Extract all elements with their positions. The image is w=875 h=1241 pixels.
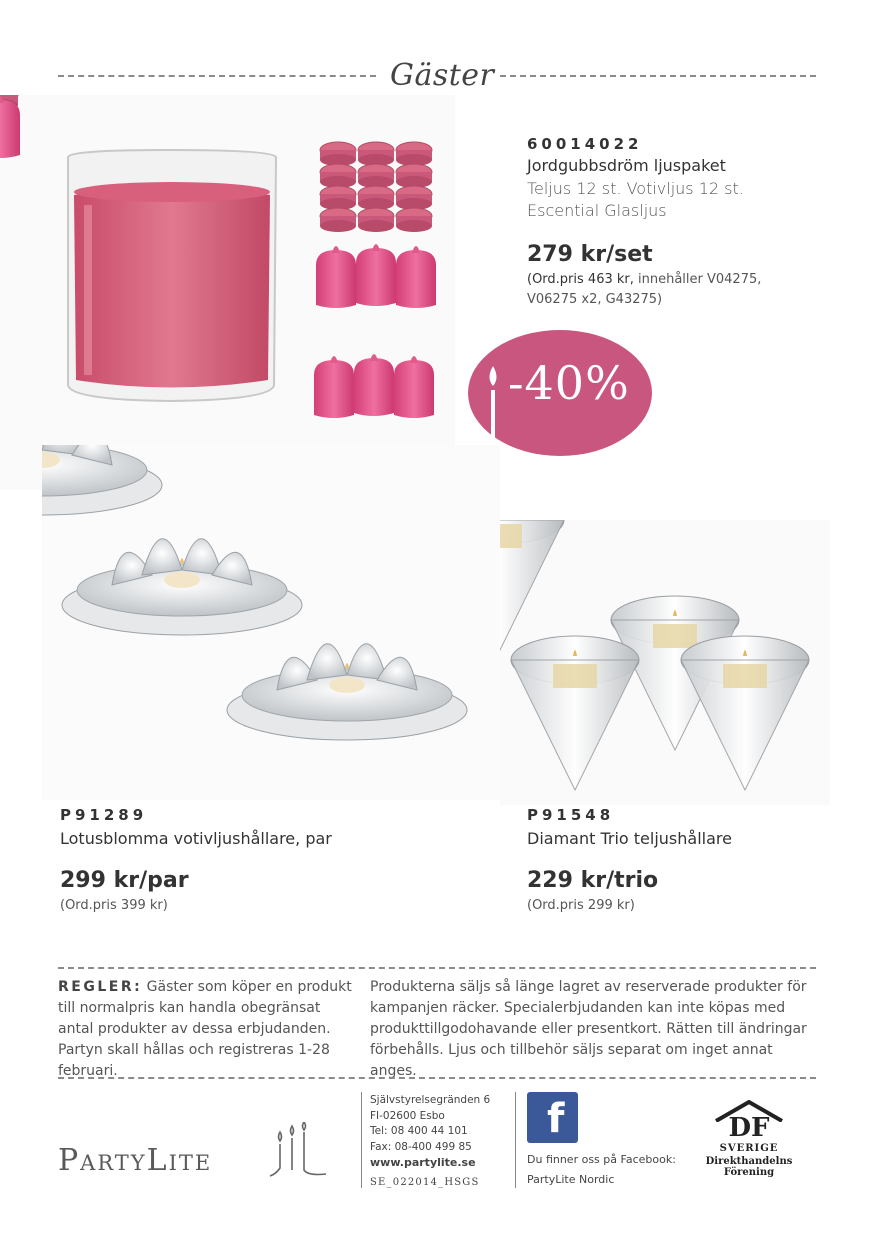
address-block bbox=[370, 1093, 490, 1190]
footer-divider-2 bbox=[515, 1092, 516, 1188]
product-image-diamond-trio bbox=[500, 520, 830, 805]
df-letters: DF bbox=[728, 1113, 770, 1143]
product-1-price: 279 kr/set bbox=[527, 242, 653, 267]
product-3-original-price: (Ord.pris 299 kr) bbox=[527, 898, 635, 913]
footer-divider-1 bbox=[361, 1092, 362, 1188]
product-1-name: Jordgubbsdröm ljuspaket bbox=[527, 156, 726, 175]
facebook-f-glyph: f bbox=[547, 1096, 565, 1142]
rules-label: REGLER: bbox=[58, 979, 143, 995]
discount-badge bbox=[468, 330, 652, 456]
header-divider-right bbox=[500, 75, 816, 77]
product-2-price: 299 kr/par bbox=[60, 868, 189, 893]
product-1-description: Teljus 12 st. Votivljus 12 st. Escential Glasljus bbox=[527, 179, 744, 220]
address-line-3: Tel: 08 400 44 101 bbox=[370, 1125, 468, 1137]
rules-left-text: Gäster som köper en produkt till normalpris kan handla obegränsat antal produkter av dessa erbjudanden. Partyn skall hållas och registreras 1-28 februari. bbox=[58, 979, 352, 1079]
product-2-sku: P91289 bbox=[60, 806, 148, 824]
partylite-logo: PartyLite bbox=[58, 1143, 213, 1178]
df-name: Direkthandelns Förening bbox=[705, 1156, 793, 1178]
rules-divider-top bbox=[58, 967, 816, 969]
product-2-original-price: (Ord.pris 399 kr) bbox=[60, 898, 168, 913]
facebook-line-1: Du finner oss på Facebook: bbox=[527, 1153, 676, 1166]
discount-badge-text: -40% bbox=[508, 356, 630, 410]
rules-left bbox=[58, 977, 358, 1082]
rules-right-text: Produkterna säljs så länge lagret av reserverade produkter för kampanjen räcker. Specialerbjudanden kan inte köpas med produkttillgodohavande eller presentkort. Rätten till ändringar förbehålls. Ljus och tillbehör säljs separat om inget annat anges. bbox=[370, 979, 807, 1079]
facebook-icon[interactable] bbox=[527, 1092, 578, 1143]
rules-divider-bottom bbox=[58, 1077, 816, 1079]
product-3-name: Diamant Trio teljushållare bbox=[527, 829, 732, 848]
product-image-lotus-holders bbox=[42, 445, 500, 800]
address-line-4: Fax: 08-400 499 85 bbox=[370, 1140, 472, 1153]
product-3-price: 229 kr/trio bbox=[527, 868, 659, 893]
product-1-sku: 60014022 bbox=[527, 135, 643, 153]
candles-logo-icon bbox=[268, 1122, 330, 1180]
page-title: Gäster bbox=[390, 58, 495, 93]
website-link[interactable]: www.partylite.se bbox=[370, 1156, 476, 1169]
df-sverige-logo bbox=[684, 1100, 814, 1180]
product-2-name: Lotusblomma votivljushållare, par bbox=[60, 829, 332, 848]
address-line-1: Självstyrelsegränden 6 bbox=[370, 1094, 491, 1106]
document-code: SE_022014_HSGS bbox=[370, 1176, 480, 1188]
product-image-candle-pack bbox=[0, 95, 455, 490]
header-divider-left bbox=[58, 75, 376, 77]
product-3-sku: P91548 bbox=[527, 806, 615, 824]
df-country: SVERIGE bbox=[719, 1143, 779, 1154]
facebook-line-2: PartyLite Nordic bbox=[527, 1173, 615, 1186]
facebook-text bbox=[527, 1150, 676, 1190]
candle-icon bbox=[482, 364, 504, 444]
address-line-2: FI-02600 Esbo bbox=[370, 1109, 445, 1122]
product-1-original-price bbox=[527, 270, 797, 310]
product-1-orig-label: (Ord.pris 463 kr, bbox=[527, 272, 634, 287]
product-1-contents: innehåller V04275, V06275 x2, G43275) bbox=[527, 272, 762, 307]
